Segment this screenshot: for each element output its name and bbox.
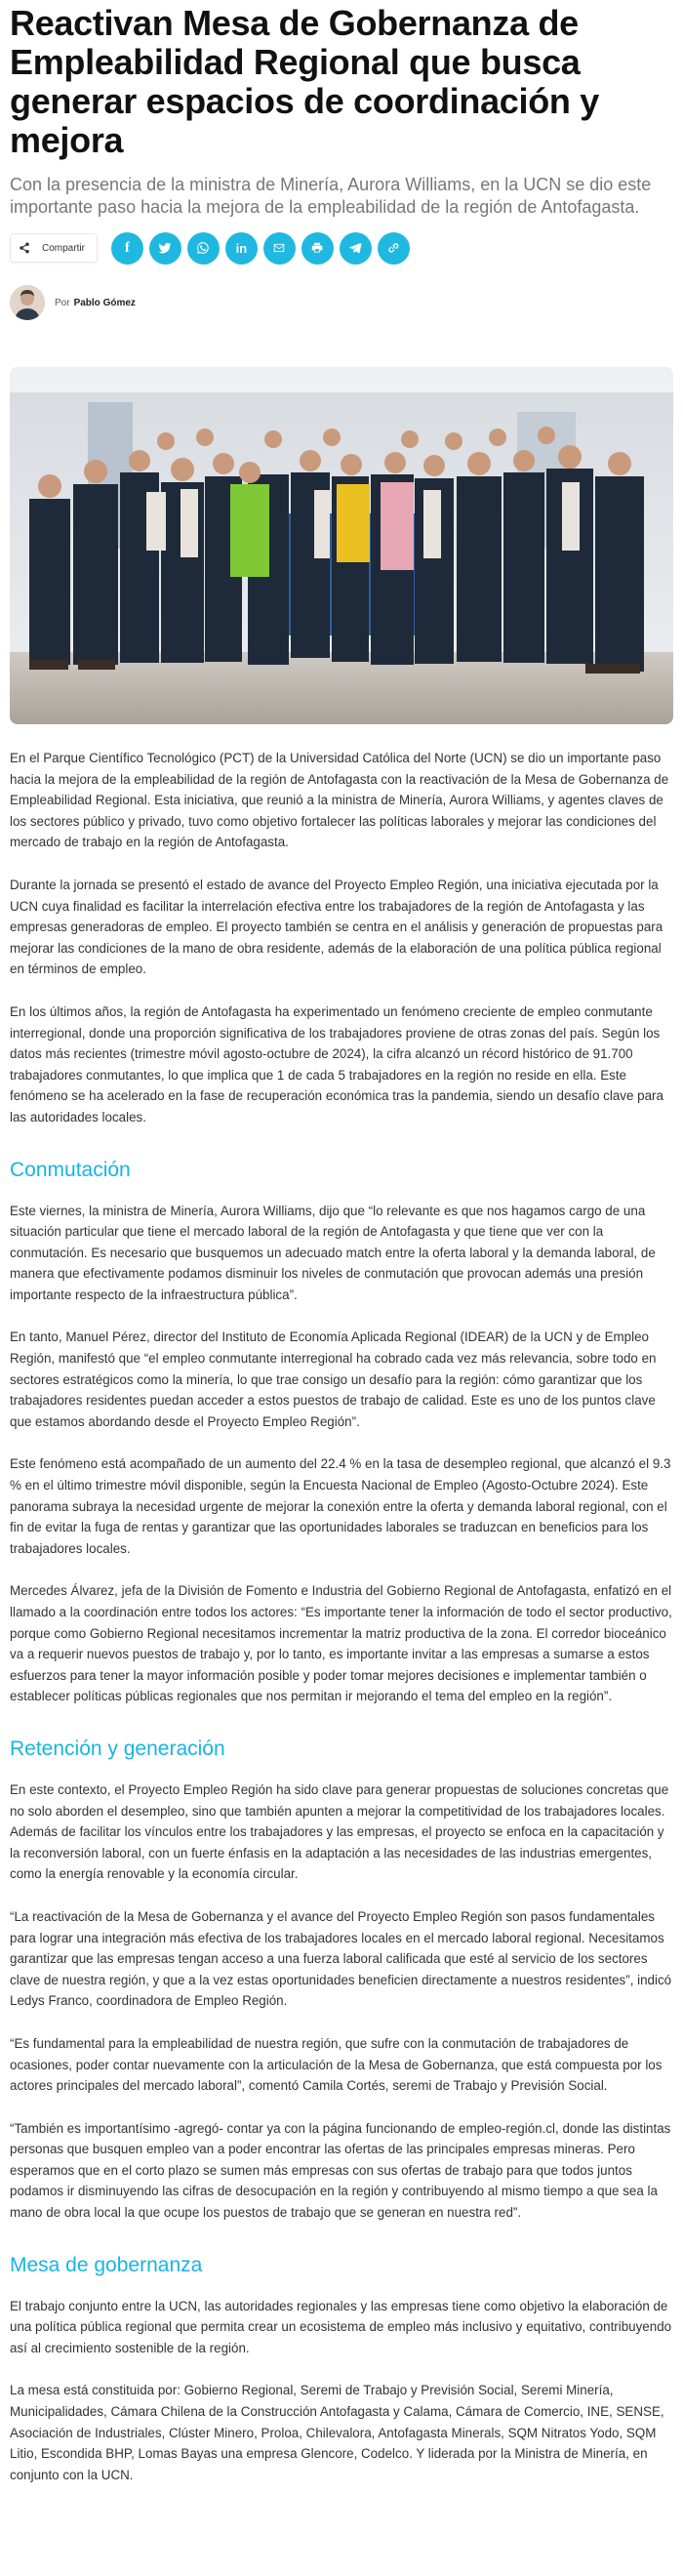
copy-link-button[interactable] bbox=[378, 232, 410, 265]
twitter-icon bbox=[158, 241, 172, 255]
paragraph-11: “También es importantísimo -agregó- contar ya con la página funcionando de empleo-región.cl, donde las distintas personas que busquen empleo van a poder encontrar las ofertas de las principales empresas mineras. Pero esperamos que en el corto plazo se sumen más empresas con sus ofertas de trabajo para que todos juntos podamos ir disminuyendo las cifras de desocupación en la región y contribuyendo al mismo tiempo a que sea la mano de obra local la que ocupe los puestos de trabajo que se generan en nuestra red”. bbox=[10, 2120, 671, 2221]
paragraph-12: El trabajo conjunto entre la UCN, las autoridades regionales y las empresas tiene como objetivo la elaboración de una política pública regional que permita crear un ecosistema de empleo más inclusivo y equitativo, contribuyendo así al crecimiento sostenible de la región. bbox=[10, 2298, 672, 2355]
article-title: Reactivan Mesa de Gobernanza de Empleabilidad Regional que busca generar espacios de coordinación y mejora bbox=[10, 3, 600, 160]
print-share-button[interactable] bbox=[301, 232, 334, 265]
paragraph-9: “La reactivación de la Mesa de Gobernanza y el avance del Proyecto Empleo Región son pasos fundamentales para lograr una integración más efectiva de los trabajadores locales en el mercado laboral regional. Necesitamos garantizar que las empresas tengan acceso a una fuerza laboral calificada que esté al servicio de los sectores clave de nuestra región, y que a la vez estas oportunidades beneficien directamente a nuestros residentes”, indicó Ledys Franco, coordinadora de Empleo Región. bbox=[10, 1908, 672, 2009]
paragraph-10: “Es fundamental para la empleabilidad de nuestra región, que sufre con la conmutación de trabajadores de ocasiones, poder contar nuevamente con la articulación de la Mesa de Gobernanza, que está compuesta por los actores principales del mercado laboral”, comentó Camila Cortés, seremi de Trabajo y Previsión Social. bbox=[10, 2035, 663, 2094]
link-icon bbox=[386, 241, 400, 255]
paragraph-2: Durante la jornada se presentó el estado de avance del Proyecto Empleo Región, una iniciativa ejecutada por la UCN cuya finalidad es facilitar la interrelación efectiva entre los trabajadores de la región de Antofagasta y las empresas generadoras de empleo. El proyecto también se centra en el análisis y generación de propuestas para mejorar las condiciones de la mano de obra residente, además de la elaboración de una política pública regional en términos de empleo. bbox=[10, 877, 663, 977]
section-heading-mesa: Mesa de gobernanza bbox=[10, 2253, 203, 2276]
paragraph-7: Mercedes Álvarez, jefa de la División de Fomento e Industria del Gobierno Regional de Antofagasta, enfatizó en el llamado a la coordinación entre todos los actores: “Es importante tener la información de todo el sector productivo, porque como Gobierno Regional necesitamos incrementar la matriz productiva de la zona. El corredor bioceánico va a requerir nuevos puestos de trabajo y, por lo tanto, es importante invitar a las empresas a sumarse a estos esfuerzos para tener la mayor información posible y poder tomar mejores decisiones e implementar también o establecer políticas públicas regionales que nos permitan ir mejorando el tema del empleo en la región”. bbox=[10, 1583, 672, 1704]
article-lead: Con la presencia de la ministra de Minería, Aurora Williams, en la UCN se dio este importante paso hacia la mejora de la empleabilidad de la región de Antofagasta. bbox=[10, 175, 652, 217]
facebook-share-button[interactable] bbox=[111, 232, 143, 265]
paragraph-13: La mesa está constituida por: Gobierno Regional, Seremi de Trabajo y Previsión Social, Seremi Minería, Municipalidades, Cámara Chilena de la Construcción Antofagasta y Calama, Cámara de Comercio, INE, SENSE, Asociación de Industriales, Clúster Minero, Proloa, Chilevalora, Antofagasta Minerals, SQM Nitratos Yodo, SQM Litio, Escondida BHP, Lomas Bayas una empresa Glencore, Codelco. Y liderada por la Ministra de Minería, en conjunto con la UCN. bbox=[10, 2383, 664, 2482]
linkedin-icon: in bbox=[235, 240, 248, 256]
print-icon bbox=[310, 241, 324, 255]
article-photo bbox=[10, 367, 673, 724]
whatsapp-icon bbox=[196, 241, 210, 255]
section-heading-conmutacion: Conmutación bbox=[10, 1158, 131, 1181]
share-icon bbox=[19, 241, 32, 255]
author-name[interactable]: Pablo Gómez bbox=[73, 297, 136, 308]
author-byline bbox=[10, 283, 673, 322]
section-heading-retencion: Retención y generación bbox=[10, 1737, 225, 1760]
whatsapp-share-button[interactable] bbox=[187, 232, 220, 265]
paragraph-1: En el Parque Científico Tecnológico (PCT) de la Universidad Católica del Norte (UCN) se dio un importante paso hacia la mejora de la empleabilidad de la región de Antofagasta con la reactivación de la Mesa de Gobernanza de Empleabilidad Regional. Esta iniciativa, que reunió a la ministra de Minería, Aurora Williams, y agentes claves de los sectores público y privado, tuvo como objetivo fortalecer las políticas laborales y mejorar las condiciones del mercado de trabajo en la región de Antofagasta. bbox=[10, 751, 669, 850]
twitter-share-button[interactable] bbox=[149, 232, 181, 265]
paragraph-5: En tanto, Manuel Pérez, director del Instituto de Economía Aplicada Regional (IDEAR) de la UCN y de Empleo Región, manifestó que “el empleo conmutante interregional ha cobrado cada vez más relevancia, sobre todo en sectores estratégicos como la minería, lo que trae consigo un desafío para la región: cómo garantizar que los trabajadores residentes puedan acceder a estos puestos de trabajo de calidad. Este es uno de los puntos clave que estamos abordando desde el Proyecto Empleo Región”. bbox=[10, 1329, 657, 1429]
email-share-button[interactable] bbox=[263, 232, 296, 265]
facebook-icon: f bbox=[124, 239, 130, 256]
paragraph-6: Este fenómeno está acompañado de un aumento del 22.4 % en la tasa de desempleo regional, que alcanzó el 9.3 % en el último trimestre móvil disponible, según la Encuesta Nacional de Empleo (Agosto-Octubre 2024). Este panorama subraya la necesidad urgente de mejorar la conexión entre la oferta y demanda laboral regional, con el fin de evitar la fuga de rentas y garantizar que las oportunidades laborales se traduzcan en beneficios para los trabajadores locales. bbox=[10, 1456, 671, 1556]
share-label: Compartir bbox=[42, 242, 85, 254]
article-body bbox=[10, 748, 673, 2485]
author-by-label: Por bbox=[55, 297, 70, 308]
share-button[interactable] bbox=[10, 233, 98, 263]
telegram-icon bbox=[348, 241, 362, 255]
email-icon bbox=[272, 241, 286, 255]
paragraph-8: En este contexto, el Proyecto Empleo Región ha sido clave para generar propuestas de soluciones concretas que no solo aborden el desempleo, sino que también apunten a mejorar la competitividad de los trabajadores locales. Además de facilitar los vínculos entre los trabajadores y las empresas, el proyecto se enfoca en la capacitación y la reconversión laboral, con un fuerte énfasis en la adaptación a las necesidades de las industrias emergentes, como la energía renovable y la economía circular. bbox=[10, 1781, 669, 1882]
paragraph-4: Este viernes, la ministra de Minería, Aurora Williams, dijo que “lo relevante es que nos hagamos cargo de una situación particular que tiene el mercado laboral de la región de Antofagasta y que tiene que ver con la conmutación. Es necesario que busquemos un adecuado match entre la oferta laboral y la demanda laboral, de manera que efectivamente podamos disminuir los niveles de conmutación que provocan además una presión importante respecto de la infraestructura pública”. bbox=[10, 1203, 656, 1302]
paragraph-3: En los últimos años, la región de Antofagasta ha experimentado un fenómeno creciente de empleo conmutante interregional, donde una proporción significativa de los trabajadores proviene de otras zonas del país. Según los datos más recientes (trimestre móvil agosto-octubre de 2024), la cifra alcanzó un récord histórico de 91.700 trabajadores conmutantes, lo que implica que 1 de cada 5 trabajadores en la región no reside en ella. Este fenómeno se ha acelerado en la fase de recuperación económica tras la pandemia, siendo un desafío clave para las autoridades locales. bbox=[10, 1003, 663, 1124]
author-avatar[interactable] bbox=[10, 285, 45, 320]
telegram-share-button[interactable] bbox=[340, 232, 372, 265]
share-bar bbox=[10, 232, 673, 264]
linkedin-share-button[interactable] bbox=[225, 232, 258, 265]
